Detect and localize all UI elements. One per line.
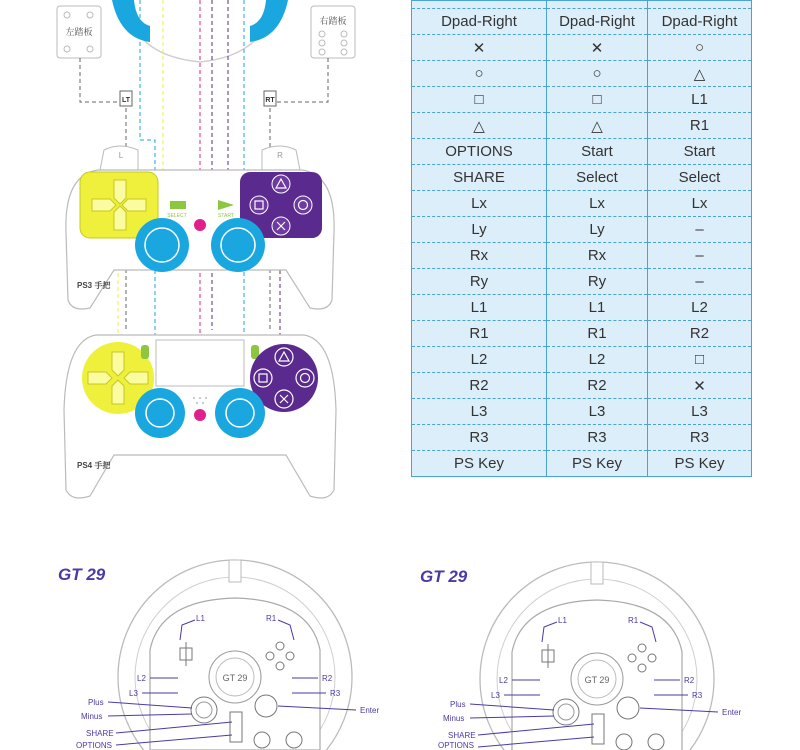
wheel-label-r1: R1 [266, 614, 277, 623]
wheel-label-l3: L3 [491, 691, 500, 700]
wheel-label-l1: L1 [558, 616, 567, 625]
table-cell: Ly [547, 217, 648, 243]
ps4-label: PS4 手把 [77, 461, 111, 470]
table-row [412, 243, 752, 269]
table-row [412, 191, 752, 217]
table-cell: R3 [412, 425, 547, 451]
wheel-label-r1: R1 [628, 616, 639, 625]
ps3-select-icon [170, 201, 186, 209]
table-cell: □ [648, 347, 752, 373]
table-cell: Lx [648, 191, 752, 217]
table-cell: ✕ [648, 373, 752, 399]
table-row [412, 399, 752, 425]
table-cell: – [648, 243, 752, 269]
table-cell: SHARE [412, 165, 547, 191]
left-pedal [57, 6, 101, 58]
wheel-label-l1: L1 [196, 614, 205, 623]
table-cell: L1 [412, 295, 547, 321]
table-row [412, 269, 752, 295]
table-cell: Lx [547, 191, 648, 217]
table-cell: R2 [648, 321, 752, 347]
table-cell: L2 [547, 347, 648, 373]
ps4-controller [64, 335, 336, 498]
wheel-label-r3: R3 [692, 691, 703, 700]
table-cell: PS Key [547, 451, 648, 477]
table-cell: Select [648, 165, 752, 191]
table-cell: Select [547, 165, 648, 191]
table-cell: R3 [648, 425, 752, 451]
table-cell: ✕ [412, 35, 547, 61]
table-cell: Start [648, 139, 752, 165]
table-cell: Rx [547, 243, 648, 269]
table-cell: ○ [412, 61, 547, 87]
button-mapping-table [411, 0, 752, 477]
ps3-select-label: SELECT [167, 213, 187, 219]
lt-label: LT [121, 97, 131, 104]
ps3-controller [66, 146, 334, 309]
table-cell: Ry [547, 269, 648, 295]
table-cell: Dpad-Right [547, 9, 648, 35]
table-cell: L2 [412, 347, 547, 373]
wheel-label-r2: R2 [684, 676, 695, 685]
wheel-label-enter: Enter [722, 708, 742, 717]
wheel-label-options: OPTIONS [76, 741, 113, 750]
wheel-label-plus: Plus [450, 700, 466, 709]
table-cell: △ [648, 61, 752, 87]
table-cell: Ly [412, 217, 547, 243]
wheel-label-minus: Minus [443, 714, 465, 723]
table-cell: R2 [412, 373, 547, 399]
ps3-r-label: R [277, 151, 283, 160]
table-row [412, 321, 752, 347]
table-cell: L1 [648, 87, 752, 113]
table-cell: R1 [547, 321, 648, 347]
wheel-hub-label: GT 29 [584, 675, 610, 685]
table-cell: Dpad-Right [648, 9, 752, 35]
ps3-l-label: L [118, 151, 124, 160]
table-row [412, 451, 752, 477]
wheel-label-r2: R2 [322, 674, 333, 683]
rt-label: RT [265, 97, 275, 104]
table-cell: Rx [412, 243, 547, 269]
wheel-label-r3: R3 [330, 689, 341, 698]
right-pedal [311, 6, 355, 58]
table-cell: L3 [412, 399, 547, 425]
table-row [412, 373, 752, 399]
table-cell: – [648, 269, 752, 295]
wheel-title: GT 29 [58, 565, 106, 584]
wheel-label-enter: Enter [360, 706, 380, 715]
table-cell: ✕ [547, 35, 648, 61]
wheel-diagram-2 [420, 562, 741, 750]
table-cell: R1 [648, 113, 752, 139]
table-cell: R3 [547, 425, 648, 451]
table-cell: PS Key [648, 451, 752, 477]
table-row [412, 87, 752, 113]
table-row [412, 1, 752, 9]
table-row [412, 113, 752, 139]
table-row [412, 9, 752, 35]
wheel-label-options: OPTIONS [438, 741, 475, 750]
table-row [412, 139, 752, 165]
table-cell: Ry [412, 269, 547, 295]
wheel-label-share: SHARE [86, 729, 114, 738]
ps4-ps-button [194, 409, 206, 421]
table-row [412, 425, 752, 451]
wheel-title: GT 29 [420, 567, 468, 586]
table-row [412, 165, 752, 191]
ps3-label: PS3 手把 [77, 281, 111, 290]
table-cell: L3 [648, 399, 752, 425]
table-cell: L3 [547, 399, 648, 425]
wheel-label-minus: Minus [81, 712, 103, 721]
table-cell: PS Key [412, 451, 547, 477]
table-cell: △ [412, 113, 547, 139]
table-row [412, 217, 752, 243]
ps3-start-label: START [218, 213, 234, 219]
table-row [412, 35, 752, 61]
table-cell: R2 [547, 373, 648, 399]
table-cell: Start [547, 139, 648, 165]
table-cell: Lx [412, 191, 547, 217]
table-cell: Dpad-Right [412, 9, 547, 35]
right-pedal-label: 右踏板 [319, 16, 347, 26]
table-cell: □ [412, 87, 547, 113]
table-row [412, 347, 752, 373]
table-cell: R1 [412, 321, 547, 347]
table-cell: OPTIONS [412, 139, 547, 165]
wheel-diagram-1 [58, 560, 379, 750]
wheel-label-l3: L3 [129, 689, 138, 698]
wheel-label-plus: Plus [88, 698, 104, 707]
table-cell: L2 [648, 295, 752, 321]
table-cell: □ [547, 87, 648, 113]
table-cell: ○ [648, 35, 752, 61]
table-cell: L1 [547, 295, 648, 321]
ps3-ps-button [194, 219, 206, 231]
table-row [412, 61, 752, 87]
table-cell: ○ [547, 61, 648, 87]
table-row [412, 295, 752, 321]
wheel-hub-label: GT 29 [222, 673, 248, 683]
left-pedal-label: 左踏板 [65, 27, 93, 37]
table-cell: △ [547, 113, 648, 139]
wheel-label-share: SHARE [448, 731, 476, 740]
wheel-label-l2: L2 [499, 676, 508, 685]
wheel-label-l2: L2 [137, 674, 146, 683]
table-cell: – [648, 217, 752, 243]
